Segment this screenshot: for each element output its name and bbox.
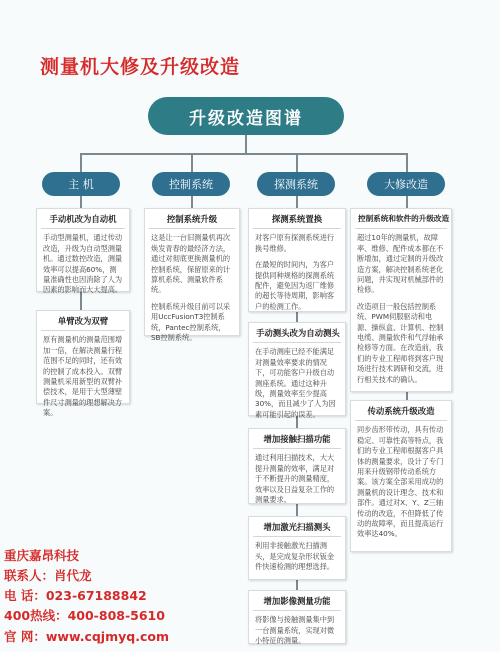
card-manual-to-auto-probe: [248, 322, 346, 419]
contact-person: 联系人：肖代龙: [4, 568, 92, 583]
card-body: 同步齿形带传动，具有传动稳定、可靠性高等特点，我们的专业工程师根据客户具体的测量要求，设计了专门用来升级钢带传动系统方案。该方案全部采用成功的测量机的设计理念、技术和部件。通过对X、Y、Z三轴传动的改造，不但降低了传动的故障率，而且提高运行效率达40%。: [357, 425, 444, 539]
card-body: 将影像与接触测量集中到一台测量系统，实现对微小特征的测量。: [255, 615, 335, 646]
card-body: 在手动测座已经不能满足对测量效率要求的情况下，可功能客户升级自动测座系统。通过这种升级，测量效率至少提高30%，而且减少了人为因素可能引起的误差。: [255, 347, 336, 419]
connector-col3: [296, 153, 298, 172]
contact-website[interactable]: 官 网：www.cqjmyq.com: [4, 629, 169, 644]
card-body: 利用非接触激光扫描测头，是完成复杂形状钣金件快速检测的理想选择。: [255, 541, 335, 572]
category-control-system: 控制系统: [152, 172, 230, 196]
card-title: 探测系统置换: [253, 209, 341, 229]
card-title: 手动机改为自动机: [41, 209, 125, 229]
card-probe-replace: [248, 208, 346, 312]
card-title: 控制系统和软件的升级改造: [355, 209, 447, 229]
card-body: 手动型测量机，通过传动改造，升级为自动型测量机。通过数控改造，测量效率可以提高60%，测量准确性也因消除了人为因素的影响而大大提高。: [43, 233, 123, 295]
contact-hotline: 400热线：400-808-5610: [4, 608, 165, 623]
cat-line-col1: [80, 196, 82, 208]
card-imaging: [248, 590, 346, 644]
card-manual-to-auto: [36, 208, 130, 295]
card-contact-scanning: [248, 428, 346, 504]
connector-horizontal: [80, 153, 408, 155]
card-laser-scanning: [248, 516, 346, 580]
card-paragraph: 这是让一台旧测量机再次焕发青春的最经济方法，通过对彻底更换测量机的控制系统，保留原来的计算机系统、测量软件系统。: [151, 233, 231, 295]
connector-col4: [406, 153, 408, 172]
card-title: 单臂改为双臂: [41, 311, 125, 331]
connector-col1: [80, 153, 82, 172]
contact-phone: 电 话：023-67188842: [4, 588, 147, 603]
cat-line-col4: [406, 196, 408, 208]
card-transmission-upgrade: [350, 400, 452, 552]
card-paragraph: 超过10年的测量机，故障率、维修、配件成本都在不断增加，通过定制的升级改造方案，解决控制系统老化问题，并实现对机械部件的检修。: [357, 233, 444, 295]
card-title: 增加影像测量功能: [253, 591, 341, 611]
page-title: 测量机大修及升级改造: [40, 56, 241, 78]
card-title: 增加接触扫描功能: [253, 429, 341, 449]
card-body: 原有测量机的测量范围增加一倍，在解决测量行程范围不足的同时，还有效的控制了成本投入。双臂测量机采用新型的双臂补偿技术，是用于大型薄壁件尺寸测量的理想解决方案。: [43, 335, 123, 418]
card-control-upgrade: [144, 208, 240, 343]
contact-company: 重庆嘉昂科技: [4, 548, 80, 563]
card-paragraph: 在最短的时间内，为客户提供同种规格的探测系统配件，避免因为返厂维修的超长等待周期，影响客户的检测工作。: [255, 260, 335, 311]
card-single-to-double-arm: [36, 310, 130, 418]
card-title: 手动测头改为自动测头: [253, 323, 341, 343]
card-title: 控制系统升级: [149, 209, 235, 229]
card-title: 传动系统升级改造: [355, 401, 447, 421]
category-main-machine: 主 机: [42, 172, 120, 196]
card-body: 通过利用扫描技术，大大提升测量的效率，满足对于不断提升的测量精度，效率以及日益复杂工作的测量要求。: [255, 453, 335, 505]
card-paragraph: 改造项目一般包括控制系统、PWM伺服驱动和电源、操纵盒、计算机、控制电缆、测量软件和气浮轴承检修等方面。在改造前，我们的专业工程师将到客户现场进行技术调研和交流，进行相关技术的确认。: [357, 301, 444, 384]
card-title: 增加激光扫描测头: [253, 517, 341, 537]
category-overhaul: 大修改造: [367, 172, 445, 196]
card-paragraph: 控制系统升级目前可以采用UccFusionT3控制系统，Pantec控制系统，SB控制系统。: [151, 301, 231, 343]
connector-col2: [191, 153, 193, 172]
card-paragraph: 对客户原有探测系统进行换号维修。: [255, 233, 335, 253]
connector-vertical-top: [245, 135, 247, 153]
cat-line-col3: [296, 196, 298, 208]
diagram-title: 升级改造图谱: [148, 97, 344, 135]
category-probe-system: 探测系统: [257, 172, 335, 196]
cat-line-col2: [191, 196, 193, 208]
card-control-software-upgrade: [350, 208, 452, 392]
